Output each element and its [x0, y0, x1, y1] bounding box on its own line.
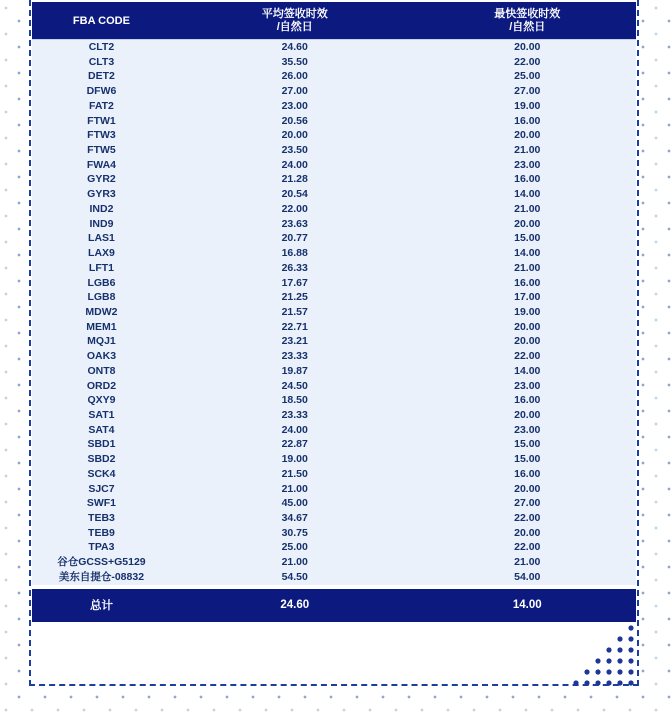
avg-time-cell: 34.67	[281, 512, 308, 524]
fastest-time-cell: 16.00	[514, 173, 541, 186]
fastest-time-cell: 21.00	[514, 261, 541, 274]
table-row	[32, 202, 636, 217]
fastest-time-cell: 20.00	[514, 41, 541, 53]
header-avg-line1: 平均签收时效	[261, 7, 328, 20]
avg-time-cell: 21.00	[281, 482, 308, 495]
table-row	[32, 496, 636, 511]
header-avg-line2: /自然日	[276, 20, 313, 33]
avg-time-cell: 26.00	[281, 70, 308, 83]
fastest-time-cell: 14.00	[514, 188, 541, 201]
avg-time-cell: 21.25	[281, 291, 308, 304]
table-row	[32, 99, 636, 114]
fastest-time-cell: 14.00	[514, 364, 541, 377]
table-row	[32, 246, 636, 261]
fba-code-cell: MQJ1	[87, 335, 116, 348]
header-fastest-receive-time	[419, 8, 636, 34]
fastest-time-cell: 20.00	[514, 408, 541, 421]
table-row	[32, 231, 636, 246]
fba-code-cell: FTW3	[87, 129, 116, 142]
fba-code-cell: TEB3	[88, 512, 115, 524]
fba-code-cell: CLT2	[88, 41, 115, 53]
table-row	[32, 570, 636, 585]
table-body	[32, 40, 636, 585]
table-row	[32, 290, 636, 305]
fastest-time-cell: 27.00	[514, 497, 541, 510]
table-total-row	[32, 589, 636, 622]
avg-time-cell: 23.33	[281, 408, 308, 421]
fba-code-cell: GYR3	[87, 188, 116, 201]
fba-code-cell: SBD2	[87, 453, 116, 466]
fba-code-cell: SJC7	[88, 482, 115, 495]
avg-time-cell: 22.00	[281, 202, 308, 215]
fba-code-cell: FAT2	[89, 99, 114, 112]
avg-time-cell: 21.57	[281, 305, 308, 318]
fba-code-cell: CLT3	[88, 55, 115, 68]
fastest-time-cell: 22.00	[514, 512, 541, 524]
fba-code-cell: OAK3	[86, 350, 117, 363]
fastest-time-cell: 15.00	[514, 453, 541, 466]
avg-time-cell: 20.54	[281, 188, 308, 201]
fba-code-cell: LGB6	[87, 276, 116, 289]
fastest-time-cell: 14.00	[514, 247, 541, 260]
fastest-time-cell: 22.00	[514, 541, 541, 554]
avg-time-cell: 54.50	[281, 570, 308, 583]
fba-code-cell: DET2	[88, 70, 115, 83]
table-header	[32, 2, 636, 40]
fastest-time-cell: 22.00	[514, 55, 541, 68]
table-row	[32, 143, 636, 158]
fastest-time-cell: 16.00	[514, 467, 541, 480]
table-row	[32, 437, 636, 452]
table-row	[32, 40, 636, 55]
avg-time-cell: 20.00	[281, 129, 308, 142]
fastest-time-cell: 20.00	[514, 526, 541, 539]
fastest-time-cell: 19.00	[514, 305, 541, 318]
avg-time-cell: 22.71	[281, 320, 308, 333]
table-row	[32, 423, 636, 438]
avg-time-cell: 17.67	[281, 276, 308, 289]
fastest-time-cell: 20.00	[514, 335, 541, 348]
table-row	[32, 540, 636, 555]
avg-time-cell: 24.00	[281, 423, 308, 436]
avg-time-cell: 24.60	[281, 41, 308, 53]
avg-time-cell: 20.56	[281, 114, 308, 127]
table-row	[32, 379, 636, 394]
fastest-time-cell: 23.00	[514, 158, 541, 171]
avg-time-cell: 19.00	[281, 453, 308, 466]
table-row	[32, 114, 636, 129]
fba-code-cell: ORD2	[86, 379, 117, 392]
avg-time-cell: 23.33	[281, 350, 308, 363]
avg-time-cell: 22.87	[281, 438, 308, 451]
fastest-time-cell: 16.00	[514, 276, 541, 289]
avg-time-cell: 16.88	[281, 247, 308, 260]
avg-time-cell: 26.33	[281, 261, 308, 274]
fba-code-cell: FTW1	[87, 114, 116, 127]
fba-code-cell: IND2	[89, 202, 114, 215]
fba-code-cell: SAT4	[88, 423, 115, 436]
fastest-time-cell: 25.00	[514, 70, 541, 83]
table-row	[32, 69, 636, 84]
fastest-time-cell: 20.00	[514, 320, 541, 333]
table-row	[32, 128, 636, 143]
avg-time-cell: 27.00	[281, 85, 308, 98]
fastest-time-cell: 20.00	[514, 129, 541, 142]
fba-code-cell: IND9	[89, 217, 114, 230]
avg-time-cell: 21.28	[281, 173, 308, 186]
avg-time-cell: 19.87	[281, 364, 308, 377]
fastest-time-cell: 23.00	[514, 423, 541, 436]
table-row	[32, 217, 636, 232]
avg-time-cell: 23.50	[281, 144, 308, 157]
avg-time-cell: 18.50	[281, 394, 308, 407]
table-row	[32, 526, 636, 541]
table-row	[32, 467, 636, 482]
fastest-time-cell: 21.00	[514, 202, 541, 215]
fastest-time-cell: 54.00	[514, 570, 541, 583]
corner-dots-decoration	[566, 623, 636, 689]
avg-time-cell: 30.75	[281, 526, 308, 539]
fba-code-cell: DFW6	[86, 85, 117, 98]
fastest-time-cell: 20.00	[514, 217, 541, 230]
header-fastest-line2: /自然日	[509, 20, 546, 33]
fba-code-cell: 美东自提仓-08832	[58, 570, 145, 583]
fastest-time-cell: 16.00	[514, 114, 541, 127]
table-row	[32, 408, 636, 423]
fba-code-cell: SCK4	[87, 467, 116, 480]
fba-code-cell: SWF1	[86, 497, 117, 510]
table-row	[32, 172, 636, 187]
table-row	[32, 334, 636, 349]
avg-time-cell: 45.00	[281, 497, 308, 510]
fastest-time-cell: 15.00	[514, 438, 541, 451]
total-fastest-value: 14.00	[512, 599, 542, 612]
fastest-time-cell: 27.00	[514, 85, 541, 98]
fba-code-cell: TPA3	[88, 541, 115, 554]
table-row	[32, 158, 636, 173]
table-row	[32, 393, 636, 408]
avg-time-cell: 21.50	[281, 467, 308, 480]
fastest-time-cell: 20.00	[514, 482, 541, 495]
fba-code-cell: LAX9	[88, 247, 115, 260]
fastest-time-cell: 21.00	[514, 556, 541, 569]
fba-code-cell: FTW5	[87, 144, 116, 157]
fastest-time-cell: 22.00	[514, 350, 541, 363]
fba-code-cell: SAT1	[88, 408, 115, 421]
fastest-time-cell: 16.00	[514, 394, 541, 407]
table-row	[32, 452, 636, 467]
fastest-time-cell: 19.00	[514, 99, 541, 112]
header-avg-receive-time	[171, 8, 419, 34]
avg-time-cell: 23.21	[281, 335, 308, 348]
fastest-time-cell: 23.00	[514, 379, 541, 392]
fastest-time-cell: 15.00	[514, 232, 541, 245]
fba-code-cell: LGB8	[87, 291, 116, 304]
avg-time-cell: 23.63	[281, 217, 308, 230]
table-row	[32, 320, 636, 335]
table-row	[32, 482, 636, 497]
avg-time-cell: 24.00	[281, 158, 308, 171]
table-row	[32, 364, 636, 379]
table-row	[32, 187, 636, 202]
fba-code-cell: 谷仓GCSS+G5129	[57, 556, 146, 569]
avg-time-cell: 35.50	[281, 55, 308, 68]
table-row	[32, 55, 636, 70]
table-row	[32, 261, 636, 276]
report-frame	[29, 0, 639, 686]
header-fastest-line1: 最快签收时效	[494, 7, 561, 20]
table-row	[32, 511, 636, 526]
fba-code-cell: ONT8	[87, 364, 116, 377]
avg-time-cell: 25.00	[281, 541, 308, 554]
fba-code-cell: SBD1	[87, 438, 116, 451]
fba-code-cell: GYR2	[87, 173, 116, 186]
avg-time-cell: 23.00	[281, 99, 308, 112]
avg-time-cell: 21.00	[281, 556, 308, 569]
avg-time-cell: 20.77	[281, 232, 308, 245]
table-row	[32, 276, 636, 291]
fastest-time-cell: 21.00	[514, 144, 541, 157]
fba-code-cell: MEM1	[86, 320, 117, 333]
fba-code-cell: LFT1	[88, 261, 114, 274]
total-avg-value: 24.60	[280, 599, 310, 612]
header-fba-code: FBA CODE	[72, 14, 130, 27]
table-row	[32, 84, 636, 99]
table-row	[32, 555, 636, 570]
table-row	[32, 305, 636, 320]
table-row	[32, 349, 636, 364]
fba-code-cell: LAS1	[88, 232, 115, 245]
fba-code-cell: FWA4	[86, 158, 117, 171]
fastest-time-cell: 17.00	[514, 291, 541, 304]
fba-code-cell: TEB9	[88, 526, 115, 539]
total-label: 总计	[89, 600, 113, 613]
fba-code-cell: MDW2	[85, 305, 118, 318]
fba-code-cell: QXY9	[87, 394, 116, 407]
avg-time-cell: 24.50	[281, 379, 308, 392]
